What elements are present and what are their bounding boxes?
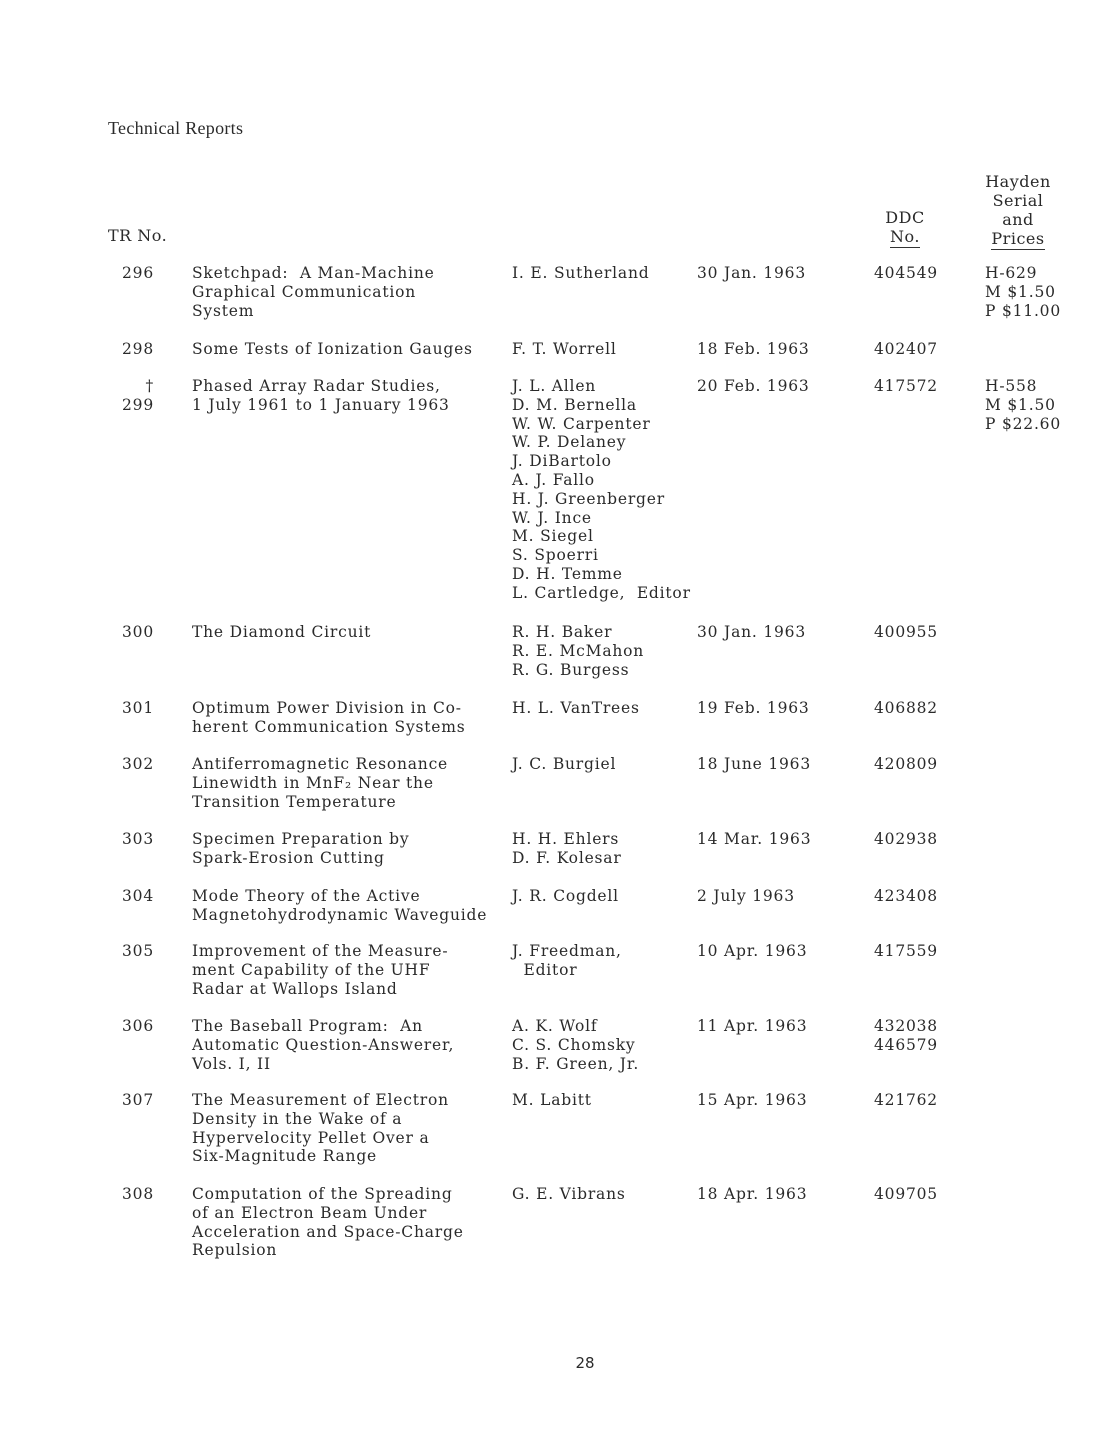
text-line: Spark-Erosion Cutting xyxy=(192,848,385,867)
text-line: Density in the Wake of a xyxy=(192,1109,403,1128)
tr-number: 304 xyxy=(122,887,154,905)
header-hayden xyxy=(980,172,1056,250)
text-line: Automatic Question-Answerer, xyxy=(192,1035,455,1054)
page-title: Technical Reports xyxy=(108,118,244,138)
report-authors xyxy=(512,623,702,679)
text-line: Mode Theory of the Active xyxy=(192,887,421,905)
text-line: herent Communication Systems xyxy=(192,717,466,736)
report-title xyxy=(192,1185,507,1260)
report-authors: G. E. Vibrans xyxy=(512,1185,626,1203)
ddc-number xyxy=(874,1017,954,1055)
ddc-number: 406882 xyxy=(874,699,938,717)
report-title xyxy=(192,887,507,925)
text-line: R. H. Baker xyxy=(512,623,613,641)
ddc-number: 400955 xyxy=(874,623,938,641)
text-line: Radar at Wallops Island xyxy=(192,979,398,998)
report-authors xyxy=(512,830,702,868)
report-authors xyxy=(512,942,702,980)
header-hayden-line2: Serial xyxy=(992,191,1044,210)
text-line: M. Siegel xyxy=(512,527,594,546)
text-line: J. L. Allen xyxy=(512,377,597,395)
header-ddc-no xyxy=(880,208,930,248)
text-line: Graphical Communication xyxy=(192,282,417,301)
tr-number: 305 xyxy=(122,942,154,960)
text-line: System xyxy=(192,301,255,320)
text-line: 432038 xyxy=(874,1017,938,1035)
report-title xyxy=(192,942,507,998)
ddc-number: 417572 xyxy=(874,377,938,395)
text-line: A. K. Wolf xyxy=(512,1017,598,1035)
hayden-serial-prices xyxy=(985,377,1085,433)
text-line: Transition Temperature xyxy=(192,792,397,811)
text-line: Six-Magnitude Range xyxy=(192,1147,378,1166)
tr-number: 301 xyxy=(122,699,154,717)
report-title xyxy=(192,264,507,320)
text-line: M $1.50 xyxy=(985,395,1056,414)
text-line: H. H. Ehlers xyxy=(512,830,620,848)
text-line: W. J. Ince xyxy=(512,508,592,527)
text-line: Acceleration and Space-Charge xyxy=(192,1222,464,1241)
text-line: Repulsion xyxy=(192,1241,278,1260)
text-line: M $1.50 xyxy=(985,282,1056,301)
text-line: Improvement of the Measure- xyxy=(192,942,449,960)
report-date: 15 Apr. 1963 xyxy=(697,1091,808,1109)
report-date: 14 Mar. 1963 xyxy=(697,830,812,848)
tr-number: † 299 xyxy=(122,377,154,414)
tr-number: 300 xyxy=(122,623,154,641)
tr-number: 308 xyxy=(122,1185,154,1203)
hayden-serial-prices xyxy=(985,264,1085,320)
text-line: Magnetohydrodynamic Waveguide xyxy=(192,905,488,924)
text-line: B. F. Green, Jr. xyxy=(512,1054,640,1073)
text-line: Sketchpad: A Man-Machine xyxy=(192,264,435,282)
report-date: 18 Apr. 1963 xyxy=(697,1185,808,1203)
text-line: J. DiBartolo xyxy=(512,452,612,471)
tr-number: 303 xyxy=(122,830,154,848)
report-title xyxy=(192,377,507,415)
report-title: The Diamond Circuit xyxy=(192,623,372,641)
tr-number: 307 xyxy=(122,1091,154,1109)
report-title xyxy=(192,1091,507,1166)
report-authors: H. L. VanTrees xyxy=(512,699,640,717)
ddc-number: 402407 xyxy=(874,340,938,358)
text-line: R. E. McMahon xyxy=(512,641,645,660)
report-date: 10 Apr. 1963 xyxy=(697,942,808,960)
text-line: Computation of the Spreading xyxy=(192,1185,453,1203)
text-line: H-629 xyxy=(985,264,1038,282)
text-line: P $22.60 xyxy=(985,414,1061,433)
report-authors: J. C. Burgiel xyxy=(512,755,617,773)
text-line: R. G. Burgess xyxy=(512,660,630,679)
header-hayden-line3: and xyxy=(1002,210,1034,229)
ddc-number: 402938 xyxy=(874,830,938,848)
report-title xyxy=(192,699,507,737)
report-authors xyxy=(512,1017,702,1073)
header-ddc-line2: No. xyxy=(890,227,920,246)
report-title xyxy=(192,830,507,868)
text-line: L. Cartledge, Editor xyxy=(512,583,691,602)
text-line: C. S. Chomsky xyxy=(512,1035,636,1054)
text-line: The Measurement of Electron xyxy=(192,1091,449,1109)
report-date: 19 Feb. 1963 xyxy=(697,699,810,717)
text-line: D. M. Bernella xyxy=(512,395,637,414)
report-date: 18 June 1963 xyxy=(697,755,811,773)
report-authors: I. E. Sutherland xyxy=(512,264,650,282)
ddc-number: 417559 xyxy=(874,942,938,960)
text-line: The Baseball Program: An xyxy=(192,1017,423,1035)
text-line: ment Capability of the UHF xyxy=(192,960,431,979)
text-line: H. J. Greenberger xyxy=(512,489,665,508)
tr-number: 298 xyxy=(122,340,154,358)
page-number: 28 xyxy=(575,1354,595,1372)
text-line: Optimum Power Division in Co- xyxy=(192,699,462,717)
report-date: 18 Feb. 1963 xyxy=(697,340,810,358)
report-authors xyxy=(512,377,702,603)
report-authors: F. T. Worrell xyxy=(512,340,617,358)
text-line: Specimen Preparation by xyxy=(192,830,410,848)
ddc-number: 409705 xyxy=(874,1185,938,1203)
report-authors: J. R. Cogdell xyxy=(512,887,619,905)
text-line: D. H. Temme xyxy=(512,564,623,583)
header-hayden-line4: Prices xyxy=(991,229,1045,248)
text-line: Antiferromagnetic Resonance xyxy=(192,755,449,773)
header-ddc-line1: DDC xyxy=(885,208,925,227)
text-line: of an Electron Beam Under xyxy=(192,1203,428,1222)
tr-number: 302 xyxy=(122,755,154,773)
report-date: 30 Jan. 1963 xyxy=(697,623,806,641)
report-date: 20 Feb. 1963 xyxy=(697,377,810,395)
tr-number: 296 xyxy=(122,264,154,282)
header-hayden-line1: Hayden xyxy=(985,172,1051,191)
text-line: 446579 xyxy=(874,1035,938,1054)
text-line: Linewidth in MnF₂ Near the xyxy=(192,773,434,792)
text-line: A. J. Fallo xyxy=(512,470,595,489)
tr-number: 306 xyxy=(122,1017,154,1035)
text-line: W. W. Carpenter xyxy=(512,414,651,433)
text-line: 1 July 1961 to 1 January 1963 xyxy=(192,395,450,414)
ddc-number: 423408 xyxy=(874,887,938,905)
text-line: Phased Array Radar Studies, xyxy=(192,377,441,395)
header-tr-no: TR No. xyxy=(108,226,168,245)
report-date: 2 July 1963 xyxy=(697,887,795,905)
ddc-number: 420809 xyxy=(874,755,938,773)
report-date: 30 Jan. 1963 xyxy=(697,264,806,282)
text-line: S. Spoerri xyxy=(512,546,599,565)
text-line: Hypervelocity Pellet Over a xyxy=(192,1128,430,1147)
ddc-number: 421762 xyxy=(874,1091,938,1109)
report-title: Some Tests of Ionization Gauges xyxy=(192,340,473,358)
text-line: P $11.00 xyxy=(985,301,1061,320)
text-line: W. P. Delaney xyxy=(512,433,627,452)
report-date: 11 Apr. 1963 xyxy=(697,1017,808,1035)
report-authors: M. Labitt xyxy=(512,1091,592,1109)
ddc-number: 404549 xyxy=(874,264,938,282)
report-title xyxy=(192,755,507,811)
text-line: H-558 xyxy=(985,377,1038,395)
text-line: J. Freedman, xyxy=(512,942,622,960)
text-line: Editor xyxy=(512,960,578,979)
report-title xyxy=(192,1017,507,1073)
text-line: D. F. Kolesar xyxy=(512,848,622,867)
text-line: Vols. I, II xyxy=(192,1054,271,1073)
